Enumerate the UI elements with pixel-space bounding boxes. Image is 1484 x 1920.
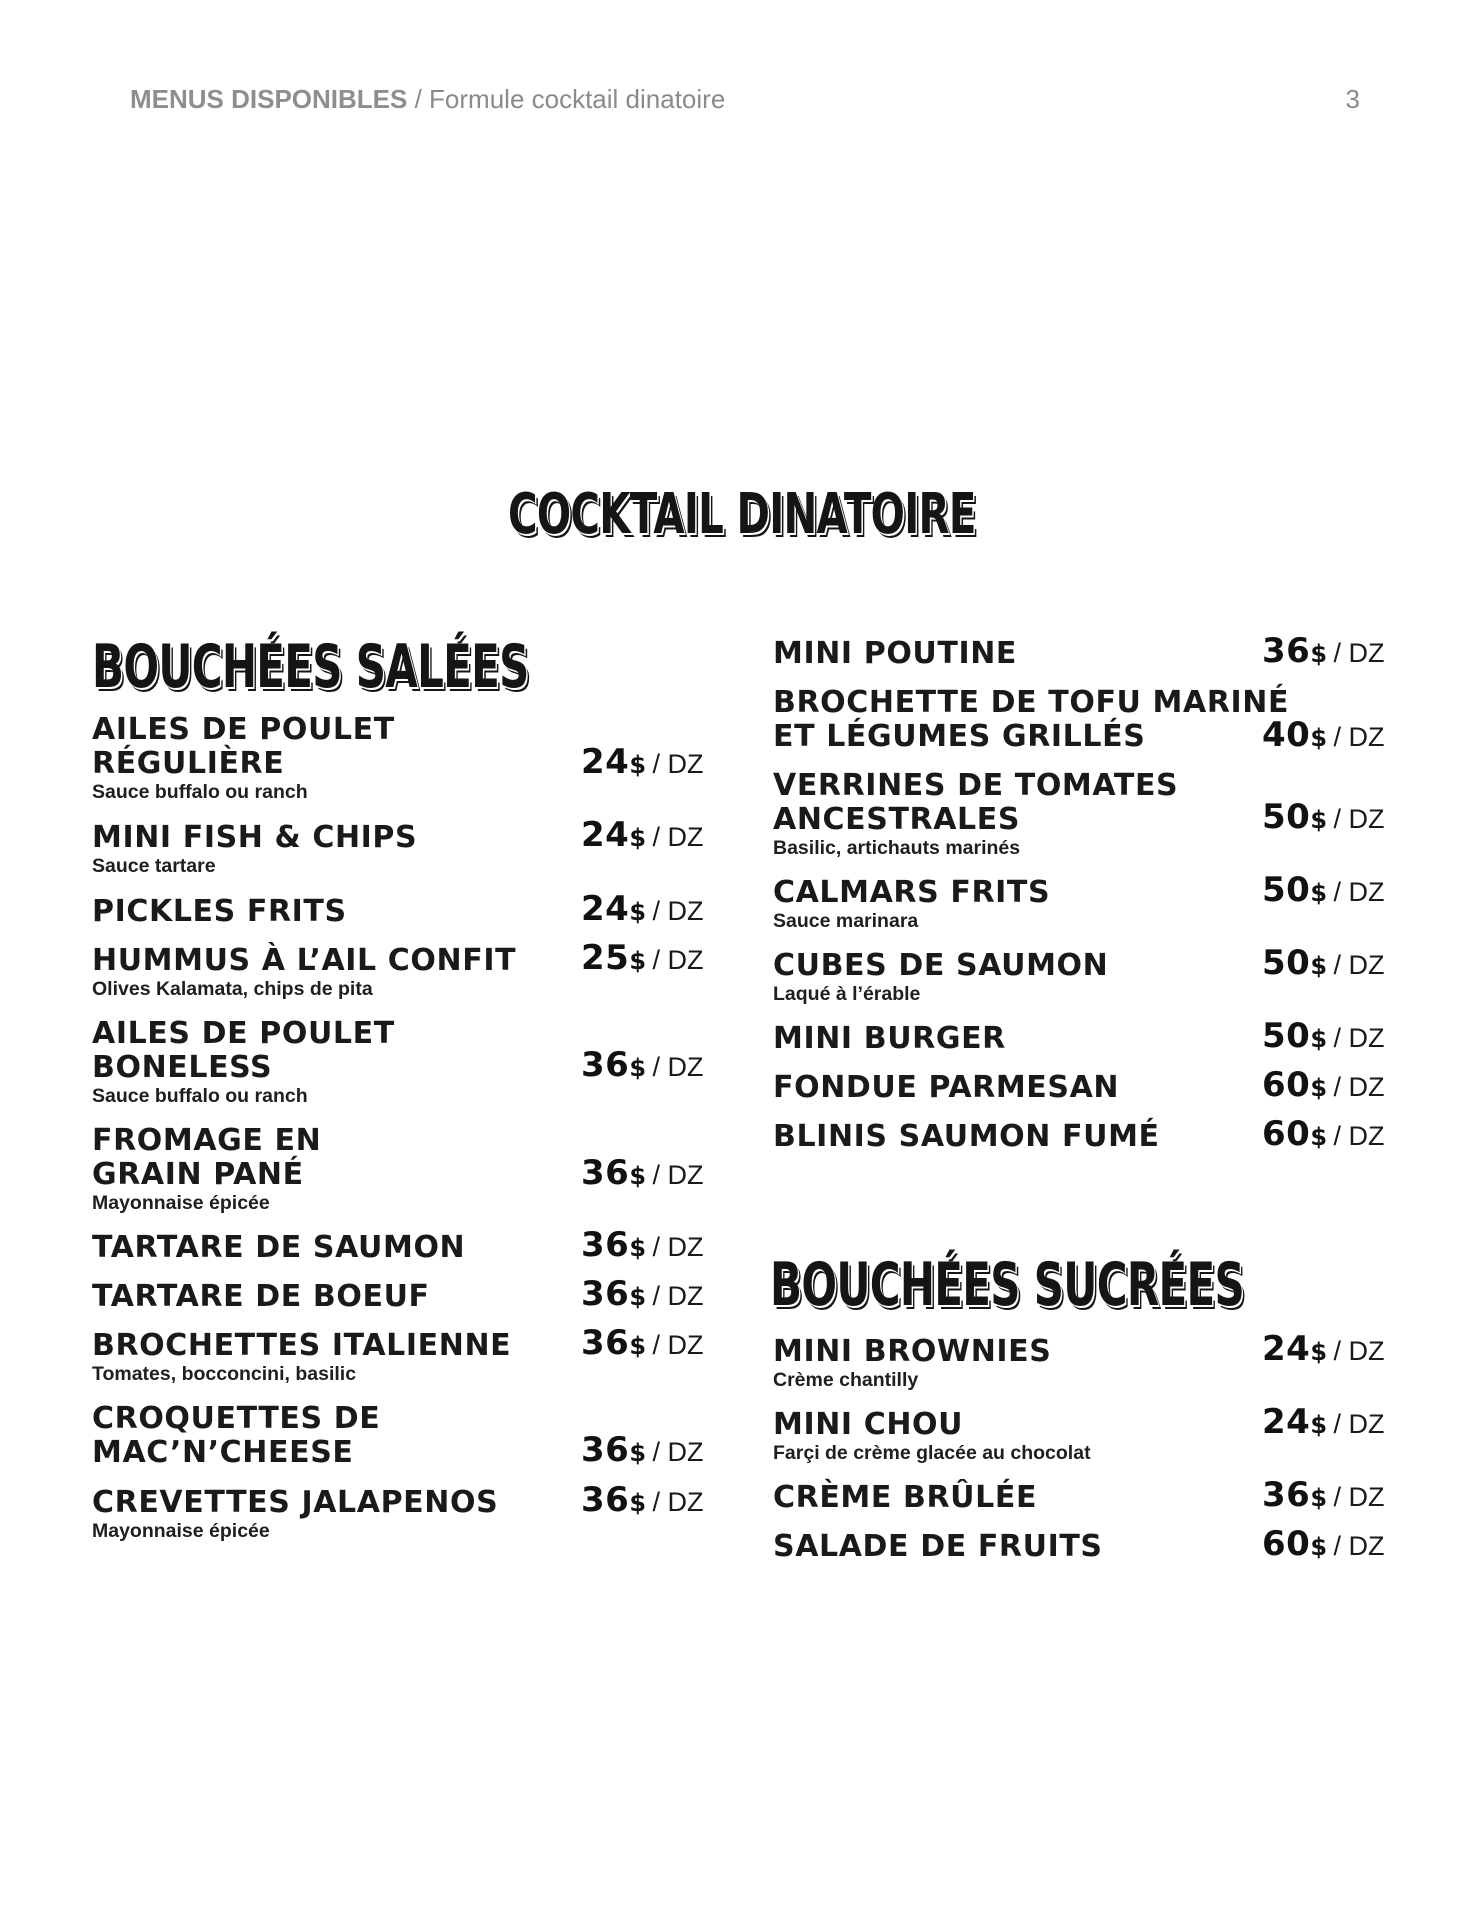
item-description: Tomates, bocconcini, basilic (92, 1363, 357, 1385)
item-price (581, 815, 703, 855)
menu-item (773, 949, 1253, 1005)
item-name: CALMARS FRITS (773, 875, 1051, 910)
menu-item (773, 1120, 1253, 1154)
price-currency: $ (629, 824, 647, 852)
item-description: Sauce buffalo ou ranch (92, 781, 308, 803)
price-currency: $ (629, 898, 647, 926)
item-name: TARTARE DE BOEUF (92, 1279, 430, 1314)
item-name: VERRINES DE TOMATES ANCESTRALES (773, 768, 1179, 837)
price-currency: $ (1310, 1074, 1328, 1102)
price-currency: $ (629, 751, 647, 779)
price-unit: / DZ (652, 749, 704, 779)
breadcrumb-separator: / (407, 84, 430, 114)
item-price (1262, 797, 1384, 837)
menu-item (92, 1280, 552, 1314)
price-currency: $ (1310, 640, 1328, 668)
price-currency: $ (629, 1439, 647, 1467)
price-currency: $ (629, 947, 647, 975)
breadcrumb-section: MENUS DISPONIBLES (130, 84, 408, 114)
item-description: Crème chantilly (773, 1369, 919, 1391)
price-unit: / DZ (1333, 1409, 1385, 1439)
breadcrumb-subtitle: Formule cocktail dinatoire (429, 84, 726, 114)
price-amount: 36 (581, 1153, 630, 1193)
menu-item (92, 1124, 422, 1214)
item-price (581, 1480, 703, 1520)
item-price (581, 889, 703, 929)
breadcrumb (130, 84, 725, 115)
price-currency: $ (1310, 879, 1328, 907)
price-unit: / DZ (1333, 1072, 1385, 1102)
price-unit: / DZ (652, 822, 704, 852)
item-description: Sauce marinara (773, 910, 919, 932)
price-currency: $ (629, 1054, 647, 1082)
item-price (581, 1225, 703, 1265)
price-unit: / DZ (652, 1487, 704, 1517)
price-unit: / DZ (652, 1281, 704, 1311)
price-amount: 40 (1262, 715, 1311, 755)
item-price (1262, 943, 1384, 983)
price-currency: $ (1310, 1123, 1328, 1151)
price-currency: $ (1310, 1484, 1328, 1512)
menu-item (92, 1329, 582, 1385)
price-unit: / DZ (1333, 1336, 1385, 1366)
menu-item (773, 1408, 1253, 1464)
item-name: CUBES DE SAUMON (773, 948, 1109, 983)
item-price (581, 1430, 703, 1470)
page-header (130, 84, 1360, 118)
price-amount: 50 (1262, 797, 1311, 837)
price-amount: 36 (581, 1045, 630, 1085)
price-unit: / DZ (652, 1052, 704, 1082)
item-price (1262, 1402, 1384, 1442)
menu-item (773, 637, 1253, 671)
item-name: CROQUETTES DE MAC’N’CHEESE (92, 1401, 381, 1470)
menu-item (773, 1530, 1253, 1564)
price-unit: / DZ (1333, 1531, 1385, 1561)
price-currency: $ (1310, 1533, 1328, 1561)
item-name: CREVETTES JALAPENOS (92, 1485, 499, 1520)
item-price (581, 1274, 703, 1314)
item-price (1262, 715, 1384, 755)
price-amount: 24 (581, 742, 630, 782)
item-name: TARTARE DE SAUMON (92, 1230, 466, 1265)
price-amount: 36 (581, 1430, 630, 1470)
price-amount: 24 (1262, 1329, 1311, 1369)
menu-item (773, 769, 1213, 859)
item-price (1262, 631, 1384, 671)
price-currency: $ (629, 1283, 647, 1311)
menu-item (92, 1486, 552, 1542)
price-unit: / DZ (1333, 804, 1385, 834)
price-amount: 60 (1262, 1524, 1311, 1564)
item-description: Mayonnaise épicée (92, 1520, 270, 1542)
item-price (581, 938, 703, 978)
savory-heading: BOUCHÉES SALÉES (92, 632, 529, 702)
item-name: AILES DE POULET RÉGULIÈRE (92, 712, 395, 781)
price-amount: 24 (581, 889, 630, 929)
item-description: Laqué à l’érable (773, 983, 921, 1005)
item-description: Basilic, artichauts marinés (773, 837, 1021, 859)
price-unit: / DZ (652, 1437, 704, 1467)
sweet-heading: BOUCHÉES SUCRÉES (770, 1250, 1244, 1320)
item-price (1262, 1475, 1384, 1515)
price-amount: 25 (581, 938, 630, 978)
price-currency: $ (1310, 952, 1328, 980)
item-description: Farçi de crème glacée au chocolat (773, 1442, 1091, 1464)
price-unit: / DZ (652, 1330, 704, 1360)
menu-item (773, 1022, 1253, 1056)
price-unit: / DZ (1333, 950, 1385, 980)
price-amount: 60 (1262, 1065, 1311, 1105)
item-name: MINI POUTINE (773, 636, 1018, 671)
price-amount: 36 (581, 1225, 630, 1265)
price-unit: / DZ (1333, 1482, 1385, 1512)
price-amount: 36 (581, 1274, 630, 1314)
price-amount: 50 (1262, 870, 1311, 910)
price-currency: $ (629, 1332, 647, 1360)
menu-item (92, 713, 532, 803)
item-price (581, 1045, 703, 1085)
menu-item (92, 944, 572, 1000)
item-name: MINI BURGER (773, 1021, 1006, 1056)
price-amount: 24 (581, 815, 630, 855)
menu-item (92, 895, 552, 929)
menu-item (773, 686, 1303, 754)
item-price (1262, 1329, 1384, 1369)
price-unit: / DZ (652, 1160, 704, 1190)
menu-item (92, 1402, 452, 1470)
price-currency: $ (629, 1234, 647, 1262)
price-unit: / DZ (1333, 877, 1385, 907)
price-amount: 36 (1262, 1475, 1311, 1515)
price-unit: / DZ (652, 896, 704, 926)
item-name: MINI CHOU (773, 1407, 964, 1442)
page-title-text: COCKTAIL DINATOIRE (508, 482, 976, 547)
item-description: Olives Kalamata, chips de pita (92, 978, 373, 1000)
item-name: PICKLES FRITS (92, 894, 347, 929)
item-name: BROCHETTES ITALIENNE (92, 1328, 512, 1363)
price-amount: 36 (581, 1480, 630, 1520)
price-currency: $ (1310, 1338, 1328, 1366)
menu-item (773, 876, 1253, 932)
item-name: AILES DE POULET BONELESS (92, 1016, 395, 1085)
price-unit: / DZ (1333, 1121, 1385, 1151)
menu-item (92, 1017, 492, 1107)
item-name: BROCHETTE DE TOFU MARINÉ ET LÉGUMES GRILLÉS (773, 685, 1290, 754)
price-currency: $ (1310, 1025, 1328, 1053)
item-description: Sauce buffalo ou ranch (92, 1085, 308, 1107)
price-amount: 60 (1262, 1114, 1311, 1154)
price-amount: 36 (1262, 631, 1311, 671)
item-price (581, 742, 703, 782)
price-amount: 50 (1262, 1016, 1311, 1056)
menu-item (92, 1231, 552, 1265)
item-name: FONDUE PARMESAN (773, 1070, 1120, 1105)
page-title (0, 482, 1484, 547)
item-name: CRÈME BRÛLÉE (773, 1480, 1038, 1515)
item-name: FROMAGE EN GRAIN PANÉ (92, 1123, 322, 1192)
price-currency: $ (1310, 806, 1328, 834)
price-currency: $ (1310, 1411, 1328, 1439)
menu-item (773, 1481, 1253, 1515)
price-currency: $ (1310, 724, 1328, 752)
item-price (1262, 870, 1384, 910)
price-unit: / DZ (1333, 722, 1385, 752)
item-price (581, 1153, 703, 1193)
item-description: Sauce tartare (92, 855, 216, 877)
item-name: MINI BROWNIES (773, 1334, 1052, 1369)
price-currency: $ (629, 1489, 647, 1517)
item-price (1262, 1065, 1384, 1105)
item-price (1262, 1524, 1384, 1564)
item-price (581, 1323, 703, 1363)
price-unit: / DZ (1333, 638, 1385, 668)
item-name: MINI FISH & CHIPS (92, 820, 418, 855)
price-amount: 24 (1262, 1402, 1311, 1442)
price-amount: 50 (1262, 943, 1311, 983)
page-number: 3 (1345, 84, 1360, 114)
menu-item (773, 1335, 1253, 1391)
item-description: Mayonnaise épicée (92, 1192, 270, 1214)
item-name: HUMMUS À L’AIL CONFIT (92, 943, 517, 978)
menu-item (92, 821, 552, 877)
price-amount: 36 (581, 1323, 630, 1363)
item-price (1262, 1114, 1384, 1154)
price-unit: / DZ (652, 945, 704, 975)
item-name: SALADE DE FRUITS (773, 1529, 1103, 1564)
price-unit: / DZ (652, 1232, 704, 1262)
price-unit: / DZ (1333, 1023, 1385, 1053)
item-price (1262, 1016, 1384, 1056)
item-name: BLINIS SAUMON FUMÉ (773, 1119, 1160, 1154)
price-currency: $ (629, 1162, 647, 1190)
menu-item (773, 1071, 1253, 1105)
